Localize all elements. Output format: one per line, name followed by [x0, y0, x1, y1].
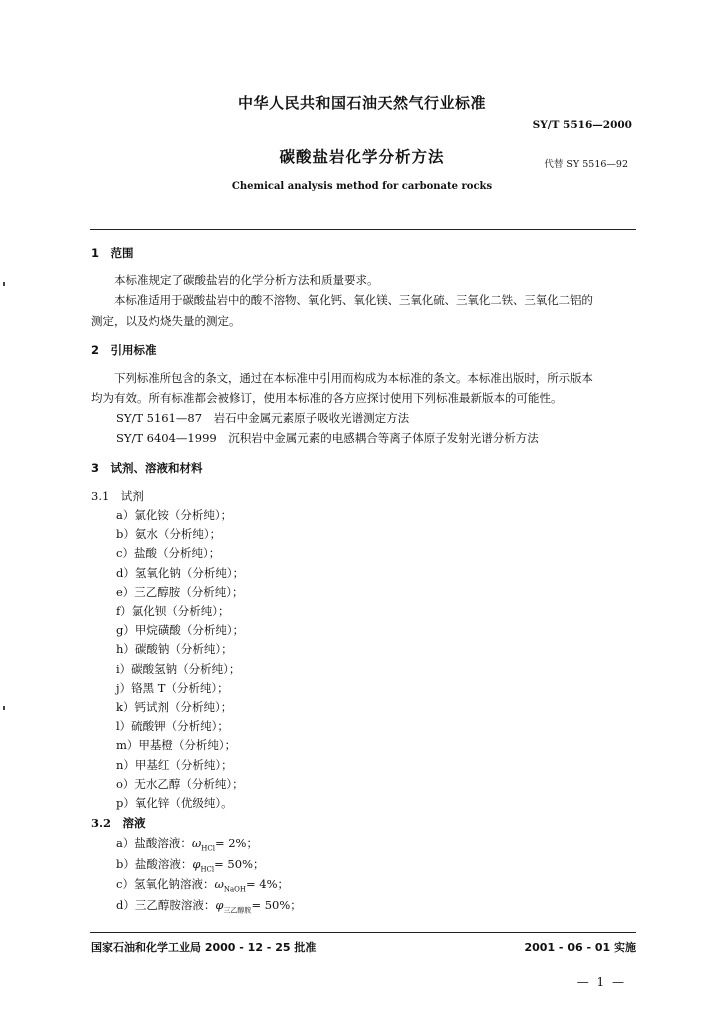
solution-symbol: φ	[215, 897, 224, 912]
reagent-item: h）碳酸钠（分析纯）；	[116, 642, 233, 657]
reagent-item: c）盐酸（分析纯）；	[116, 546, 221, 561]
standard-number: SY/T 5516—2000	[532, 119, 632, 131]
reference-1: SY/T 5161—87 岩石中金属元素原子吸收光谱测定方法	[116, 411, 410, 425]
section-1-paragraph-2: 本标准适用于碳酸盐岩中的酸不溶物、氧化钙、氧化镁、三氧化硫、三氧化二铁、三氧化二铝的	[114, 293, 593, 307]
reagent-item: p）氧化锌（优级纯）。	[116, 796, 233, 810]
document-title: 碳酸盐岩化学分析方法	[279, 148, 445, 166]
solution-subscript: 三乙醇胺	[223, 905, 252, 914]
solution-value: = 50%；	[214, 856, 265, 871]
solution-label: a）盐酸溶液：	[116, 836, 192, 850]
solution-subscript: HCl	[201, 844, 215, 853]
reagent-item: k）钙试剂（分析纯）；	[116, 700, 233, 714]
section-3-2-heading: 3.2 溶液	[91, 816, 146, 830]
reagent-item: m）甲基橙（分析纯）；	[116, 738, 237, 753]
section-1-paragraph-1: 本标准规定了碳酸盐岩的化学分析方法和质量要求。	[114, 273, 379, 287]
reagent-item: f）氯化钡（分析纯）；	[116, 604, 230, 618]
solution-value: = 4%；	[246, 877, 290, 891]
solution-subscript: HCl	[200, 864, 215, 873]
section-2-paragraph-cont: 均为有效。所有标准都会被修订，使用本标准的各方应探讨使用下列标准最新版本的可能性。	[91, 391, 563, 405]
solution-item	[116, 897, 302, 915]
solution-symbol: ω	[191, 836, 202, 850]
solution-item	[116, 835, 258, 852]
solution-label: c）氢氧化钠溶液：	[116, 877, 215, 891]
reagent-item: d）氢氧化钠（分析纯）；	[116, 565, 245, 580]
solution-subscript: NaOH	[223, 885, 246, 894]
solution-symbol: ω	[214, 877, 224, 891]
section-1-paragraph-2-cont: 测定，以及灼烧失量的测定。	[91, 314, 241, 328]
reagent-item: i）碳酸氢钠（分析纯）；	[116, 661, 241, 676]
solution-value: = 2%；	[214, 836, 258, 850]
solution-symbol: φ	[192, 856, 201, 871]
footer-rule	[90, 932, 636, 933]
scan-mark	[3, 706, 5, 710]
scan-mark	[3, 282, 5, 286]
english-title: Chemical analysis method for carbonate rocks	[231, 181, 493, 192]
solution-label: b）盐酸溶液：	[116, 856, 193, 871]
industry-title: 中华人民共和国石油天然气行业标准	[237, 94, 486, 112]
section-1-heading: 1 范围	[91, 246, 134, 260]
reagent-item: e）三乙醇胺（分析纯）；	[116, 584, 244, 599]
effective-date: 2001 - 06 - 01 实施	[524, 941, 636, 954]
reagent-item: o）无水乙醇（分析纯）；	[116, 776, 244, 791]
section-3-1-heading: 3.1 试剂	[91, 489, 144, 503]
section-2-heading: 2 引用标准	[91, 343, 157, 357]
solution-item	[116, 856, 265, 873]
reagent-item: a）氯化铵（分析纯）；	[116, 508, 233, 522]
reagent-item: l）硫酸钾（分析纯）；	[116, 719, 229, 734]
solution-value: = 50%；	[251, 897, 302, 912]
solution-item	[116, 876, 289, 893]
reagent-item: b）氨水（分析纯）；	[116, 527, 222, 542]
replaces-standard: 代替 SY 5516—92	[544, 159, 628, 170]
section-3-heading: 3 试剂、溶液和材料	[91, 461, 203, 475]
reagent-item: j）铬黑 T（分析纯）；	[116, 680, 229, 695]
page-number: — 1 —	[576, 975, 626, 989]
solution-label: d）三乙醇胺溶液：	[116, 897, 216, 912]
reference-2: SY/T 6404—1999 沉积岩中金属元素的电感耦合等离子体原子发射光谱分析方法	[116, 431, 539, 445]
section-2-paragraph: 下列标准所包含的条文，通过在本标准中引用而构成为本标准的条文。本标准出版时，所示版本	[114, 371, 593, 385]
approval-date: 国家石油和化学工业局 2000 - 12 - 25 批准	[91, 941, 317, 954]
reagent-item: g）甲烷磺酸（分析纯）；	[116, 623, 245, 638]
reagent-item: n）甲基红（分析纯）；	[116, 757, 233, 772]
header-rule	[90, 229, 636, 230]
